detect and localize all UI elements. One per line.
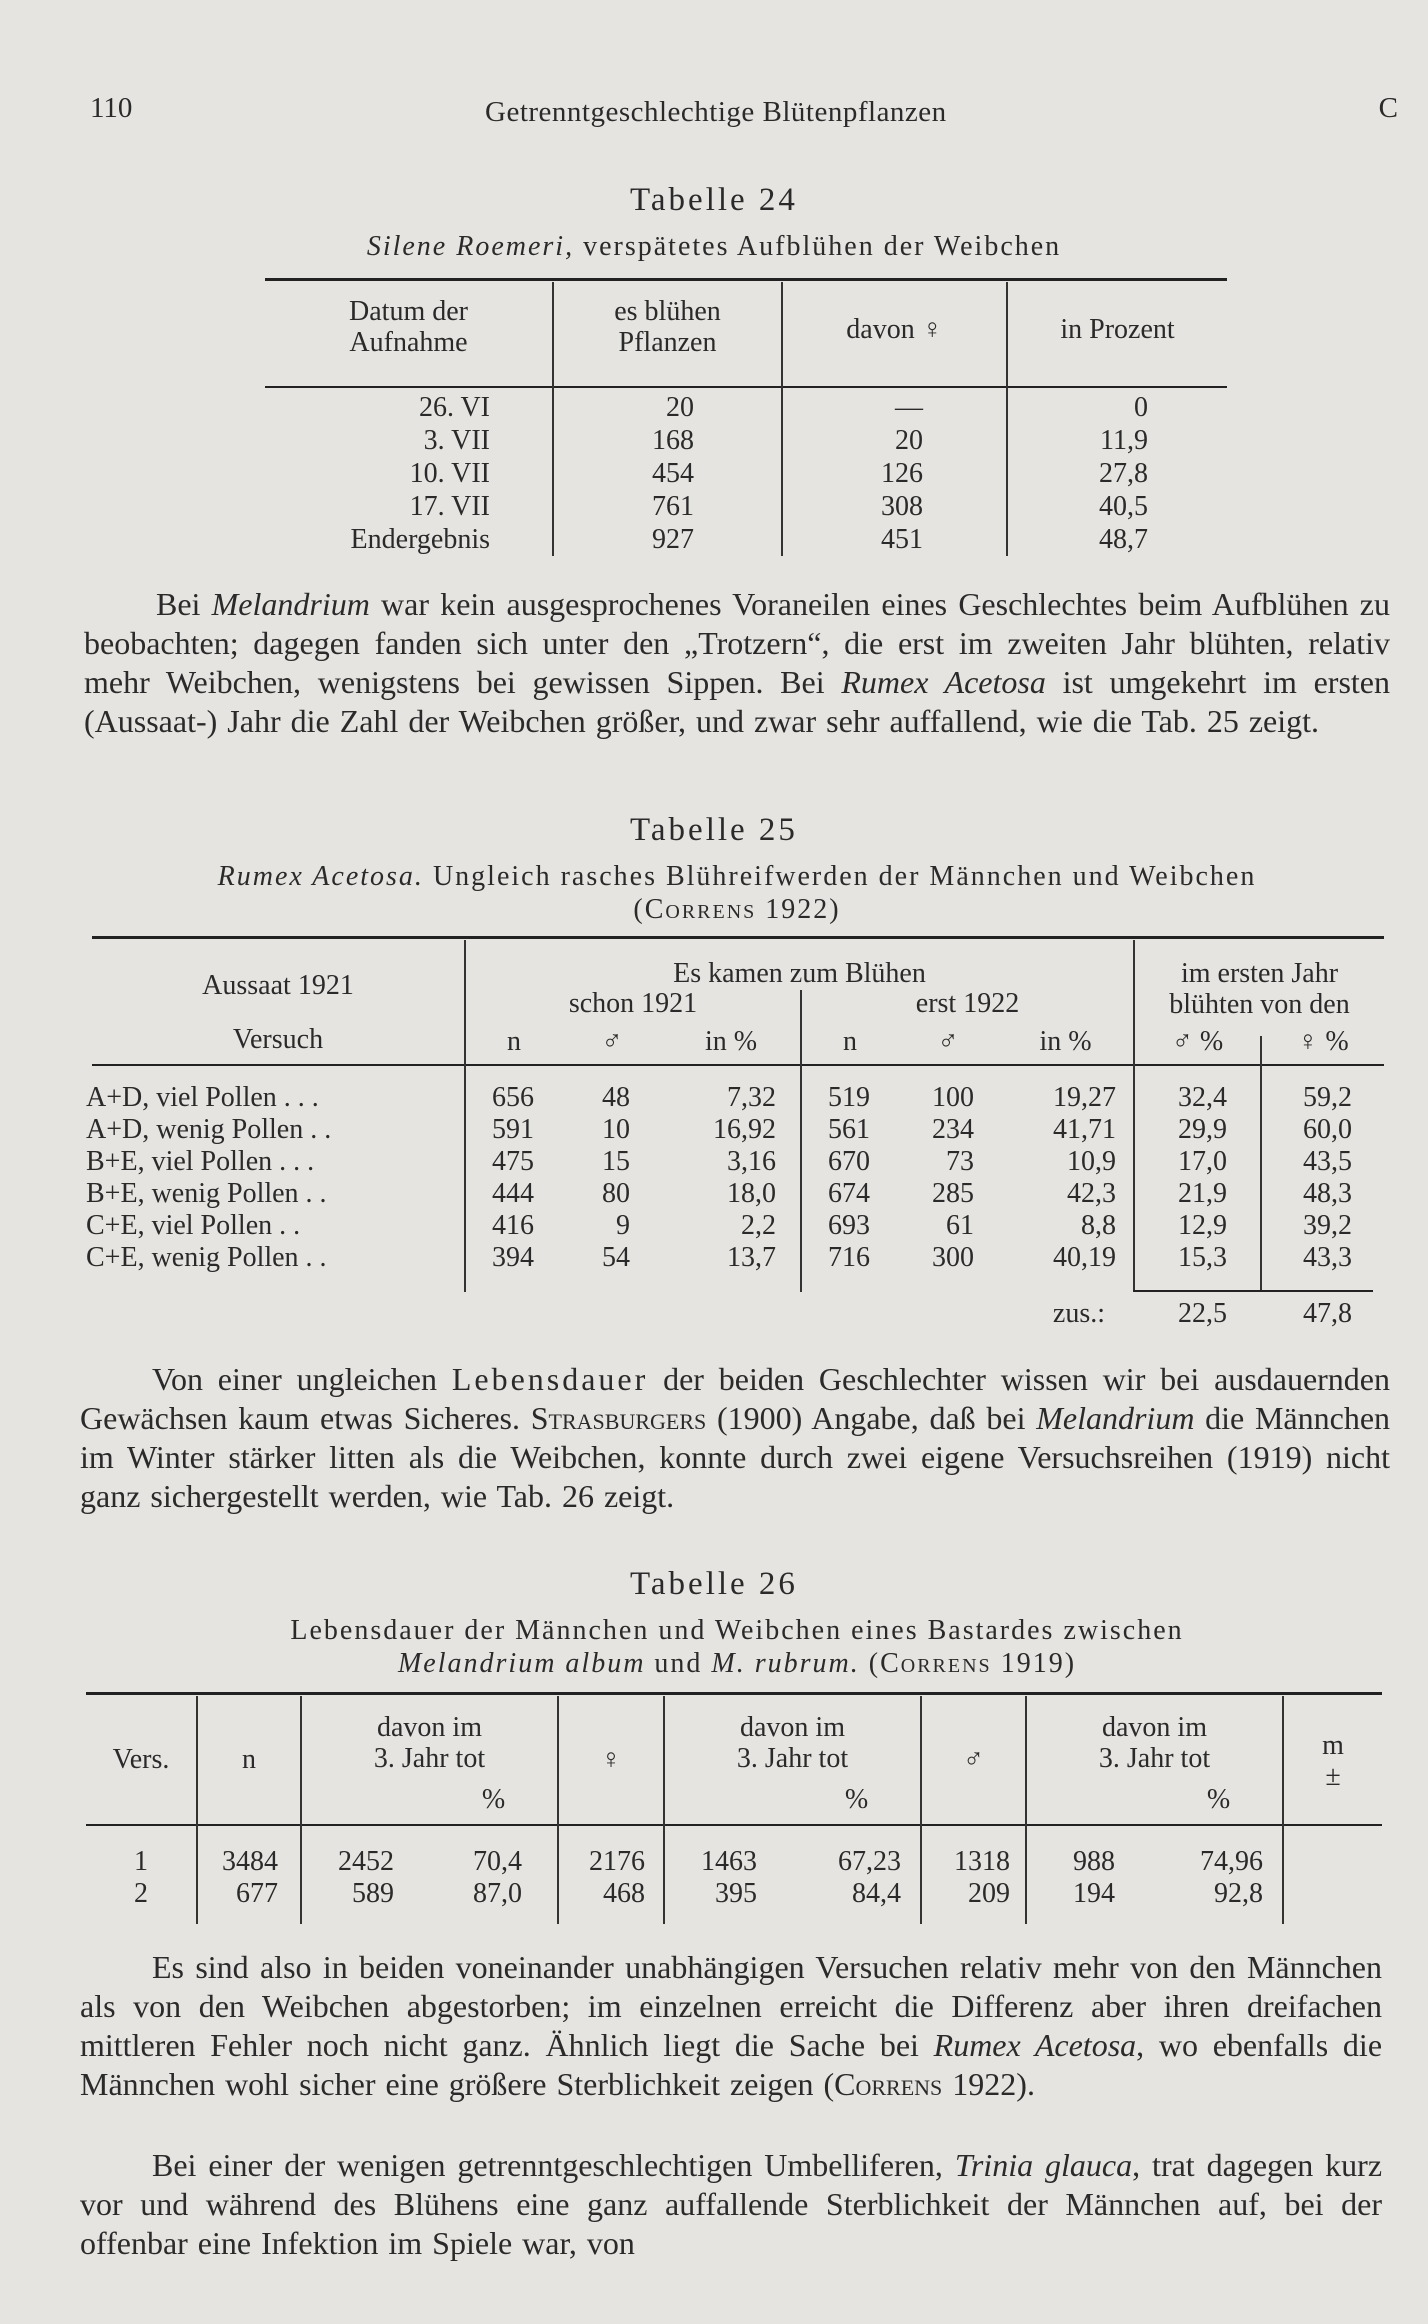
header-pflanzen: es blühen Pflanzen (614, 296, 721, 358)
header-vers: Vers. (112, 1744, 170, 1775)
t25-male-1921: 15 (602, 1146, 630, 1177)
header-male-pct: ♂ % (1171, 1026, 1224, 1057)
t25-pct-1921: 13,7 (727, 1242, 776, 1273)
t24-datum: Endergebnis (350, 524, 490, 555)
t25-n-1922: 519 (828, 1082, 870, 1113)
t25-pct-1921: 3,16 (727, 1146, 776, 1177)
t25-n-1921: 591 (492, 1114, 534, 1145)
t24-prozent: 48,7 (1099, 524, 1148, 555)
t25-male-1921: 80 (602, 1178, 630, 1209)
t26-davon-male: 988 (1073, 1846, 1115, 1877)
t26-pct-female: 84,4 (852, 1878, 901, 1909)
t25-female-pct: 43,3 (1303, 1242, 1352, 1273)
header-davon-female: davon ♀ (846, 314, 943, 345)
t25-male-pct: 21,9 (1178, 1178, 1227, 1209)
t25-n-1921: 394 (492, 1242, 534, 1273)
header-n-1922: n (843, 1026, 857, 1057)
t25-male-1921: 48 (602, 1082, 630, 1113)
table-24-title: Tabelle 24 (630, 182, 798, 218)
paragraph-3: Es sind also in beiden voneinander unabhängigen Versuchen relativ mehr von den Männchen als von den Weibchen abgestorben; im einzelnen erreicht die Differenz aber ihren dreifachen mittleren Fehler noch nicht ganz. Ähnlich liegt die Sache bei Rumex Acetosa, wo ebenfalls die Männchen wohl sicher eine größere Sterblichkeit zeigen (Correns 1922). (80, 1949, 1383, 2102)
zus-male-pct: 22,5 (1178, 1298, 1227, 1329)
t25-pct-1922: 10,9 (1067, 1146, 1116, 1177)
t26-male: 1318 (954, 1846, 1010, 1877)
t24-davon: — (895, 392, 923, 423)
t26-n: 677 (236, 1878, 278, 1909)
t25-male-1922: 300 (932, 1242, 974, 1273)
t25-male-1921: 10 (602, 1114, 630, 1145)
t26-davon-male: 194 (1073, 1878, 1115, 1909)
t25-n-1922: 561 (828, 1114, 870, 1145)
t25-male-1922: 73 (946, 1146, 974, 1177)
t25-male-pct: 29,9 (1178, 1114, 1227, 1145)
t25-male-1922: 61 (946, 1210, 974, 1241)
t25-n-1921: 656 (492, 1082, 534, 1113)
t25-pct-1922: 40,19 (1053, 1242, 1116, 1273)
t25-versuch: A+D, wenig Pollen . . (86, 1114, 332, 1145)
header-prozent: in Prozent (1060, 314, 1175, 345)
t25-female-pct: 39,2 (1303, 1210, 1352, 1241)
running-title: Getrenntgeschlechtige Blütenpflanzen (485, 96, 947, 128)
t25-male-pct: 12,9 (1178, 1210, 1227, 1241)
header-pct-male: % (1206, 1784, 1231, 1815)
table-25-title: Tabelle 25 (630, 812, 798, 848)
t26-davon-female: 1463 (701, 1846, 757, 1877)
t24-prozent: 0 (1134, 392, 1148, 423)
t25-female-pct: 48,3 (1303, 1178, 1352, 1209)
t24-davon: 20 (895, 425, 923, 456)
t25-pct-1921: 16,92 (713, 1114, 776, 1145)
t26-davon-n: 2452 (338, 1846, 394, 1877)
t26-n: 3484 (222, 1846, 278, 1877)
table-26-title: Tabelle 26 (630, 1566, 798, 1602)
page-number: 110 (90, 92, 133, 124)
t24-pflanzen: 454 (652, 458, 694, 489)
t24-davon: 451 (881, 524, 923, 555)
t24-datum: 17. VII (409, 491, 490, 522)
header-davon-n: davon im 3. Jahr tot (373, 1712, 486, 1774)
table-24-caption: Silene Roemeri, verspätetes Aufblühen der Weibchen (366, 231, 1062, 262)
t25-versuch: C+E, wenig Pollen . . (86, 1242, 327, 1273)
t25-female-pct: 59,2 (1303, 1082, 1352, 1113)
header-male: ♂ (963, 1744, 984, 1775)
t25-n-1921: 444 (492, 1178, 534, 1209)
header-pct-1922: in % (1039, 1026, 1092, 1057)
t25-pct-1922: 19,27 (1053, 1082, 1116, 1113)
t24-pflanzen: 168 (652, 425, 694, 456)
t25-versuch: B+E, wenig Pollen . . (86, 1178, 327, 1209)
t26-pct-male: 92,8 (1214, 1878, 1263, 1909)
paragraph-1: Bei Melandrium war kein ausgesprochenes Voraneilen eines Geschlechtes beim Aufblühen zu beobachten; dagegen fanden sich unter den „Trotzern“, die erst im zweiten Jahr blühten, relativ mehr Weibchen, wenigstens bei gewissen Sippen. Bei Rumex Acetosa ist umgekehrt im ersten (Aussaat-) Jahr die Zahl der Weibchen größer, und zwar sehr auffallend, wie die Tab. 25 zeigt. (84, 586, 1391, 739)
t25-versuch: A+D, viel Pollen . . . (86, 1082, 319, 1113)
table-25-caption: Rumex Acetosa. Ungleich rasches Blühreifwerden der Männchen und Weibchen (Correns 1922) (217, 861, 1257, 925)
header-aussaat: Aussaat 1921 (202, 970, 354, 1001)
t24-datum: 10. VII (409, 458, 490, 489)
t25-female-pct: 43,5 (1303, 1146, 1352, 1177)
t24-datum: 3. VII (423, 425, 490, 456)
header-pct-female: % (844, 1784, 869, 1815)
t25-pct-1921: 2,2 (741, 1210, 776, 1241)
page-header (90, 92, 1398, 132)
t24-pflanzen: 927 (652, 524, 694, 555)
t25-n-1922: 693 (828, 1210, 870, 1241)
t25-male-1922: 100 (932, 1082, 974, 1113)
t25-versuch: C+E, viel Pollen . . (86, 1210, 301, 1241)
header-pct-n: % (481, 1784, 506, 1815)
t25-n-1922: 674 (828, 1178, 870, 1209)
header-im-ersten-jahr: im ersten Jahr blühten von den (1169, 958, 1350, 1020)
paragraph-2: Von einer ungleichen Lebensdauer der beiden Geschlechter wissen wir bei ausdauernden Gewächsen kaum etwas Sicheres. Strasburgers (1900) Angabe, daß bei Melandrium die Männchen im Winter stärker litten als die Weibchen, konnte durch zwei eigene Versuchsreihen (1919) nicht ganz sichergestellt werden, wie Tab. 26 zeigt. (80, 1361, 1391, 1514)
header-es-kamen: Es kamen zum Blühen (673, 958, 926, 989)
t24-datum: 26. VI (418, 392, 490, 423)
t26-female: 2176 (589, 1846, 645, 1877)
table-26-caption: Lebensdauer der Männchen und Weibchen eines Bastardes zwischen Melandrium album und M. rubrum. (Correns 1919) (290, 1615, 1184, 1679)
t25-male-pct: 15,3 (1178, 1242, 1227, 1273)
header-n: n (242, 1744, 256, 1775)
t25-male-1922: 234 (932, 1114, 974, 1145)
t26-vers: 1 (134, 1846, 148, 1877)
t25-male-1921: 54 (602, 1242, 630, 1273)
header-davon-male: davon im 3. Jahr tot (1098, 1712, 1211, 1774)
t25-n-1922: 716 (828, 1242, 870, 1273)
t26-vers: 2 (134, 1878, 148, 1909)
t24-pflanzen: 761 (652, 491, 694, 522)
t25-n-1921: 416 (492, 1210, 534, 1241)
header-female: ♀ (600, 1744, 622, 1775)
t24-davon: 126 (881, 458, 923, 489)
header-male-1921: ♂ (601, 1026, 623, 1057)
t25-pct-1921: 7,32 (727, 1082, 776, 1113)
t26-pct-n: 70,4 (473, 1846, 522, 1877)
t25-pct-1922: 8,8 (1081, 1210, 1116, 1241)
t25-female-pct: 60,0 (1303, 1114, 1352, 1145)
t25-pct-1922: 41,71 (1053, 1114, 1116, 1145)
t25-male-pct: 17,0 (1178, 1146, 1227, 1177)
t26-davon-female: 395 (715, 1878, 757, 1909)
t25-n-1921: 475 (492, 1146, 534, 1177)
header-pct-1921: in % (704, 1026, 758, 1057)
zus-label: zus.: (1052, 1298, 1105, 1329)
header-schon-1921: schon 1921 (568, 988, 698, 1019)
t25-male-1922: 285 (932, 1178, 974, 1209)
t25-pct-1922: 42,3 (1067, 1178, 1116, 1209)
section-letter: C (1378, 92, 1398, 124)
t26-male: 209 (968, 1878, 1010, 1909)
t25-male-pct: 32,4 (1178, 1082, 1227, 1113)
t26-female: 468 (603, 1878, 645, 1909)
t24-prozent: 11,9 (1100, 425, 1148, 456)
t24-davon: 308 (881, 491, 923, 522)
t24-prozent: 40,5 (1099, 491, 1148, 522)
t25-n-1922: 670 (828, 1146, 870, 1177)
t26-davon-n: 589 (352, 1878, 394, 1909)
header-n-1921: n (507, 1026, 521, 1057)
header-versuch: Versuch (232, 1024, 324, 1055)
zus-female-pct: 47,8 (1303, 1298, 1352, 1329)
t26-pct-female: 67,23 (838, 1846, 901, 1877)
paragraph-4: Bei einer der wenigen getrenntgeschlechtigen Umbelliferen, Trinia glauca, trat dagegen kurz vor und während des Blühens eine ganz auffallende Sterblichkeit der Männchen auf, bei der offenbar eine Infektion im Spiele war, von (80, 2147, 1383, 2261)
t24-pflanzen: 20 (666, 392, 694, 423)
header-male-1922: ♂ (937, 1026, 959, 1057)
t25-pct-1921: 18,0 (727, 1178, 776, 1209)
header-erst-1922: erst 1922 (915, 988, 1020, 1019)
t24-prozent: 27,8 (1099, 458, 1148, 489)
header-female-pct: ♀ % (1297, 1026, 1349, 1057)
header-davon-female: davon im 3. Jahr tot (736, 1712, 849, 1774)
t26-pct-n: 87,0 (473, 1878, 522, 1909)
header-datum: Datum der Aufnahme (349, 296, 468, 358)
t25-male-1921: 9 (616, 1210, 630, 1241)
header-m-pm: m ± (1322, 1730, 1344, 1792)
t26-pct-male: 74,96 (1200, 1846, 1263, 1877)
t25-versuch: B+E, viel Pollen . . . (86, 1146, 315, 1177)
